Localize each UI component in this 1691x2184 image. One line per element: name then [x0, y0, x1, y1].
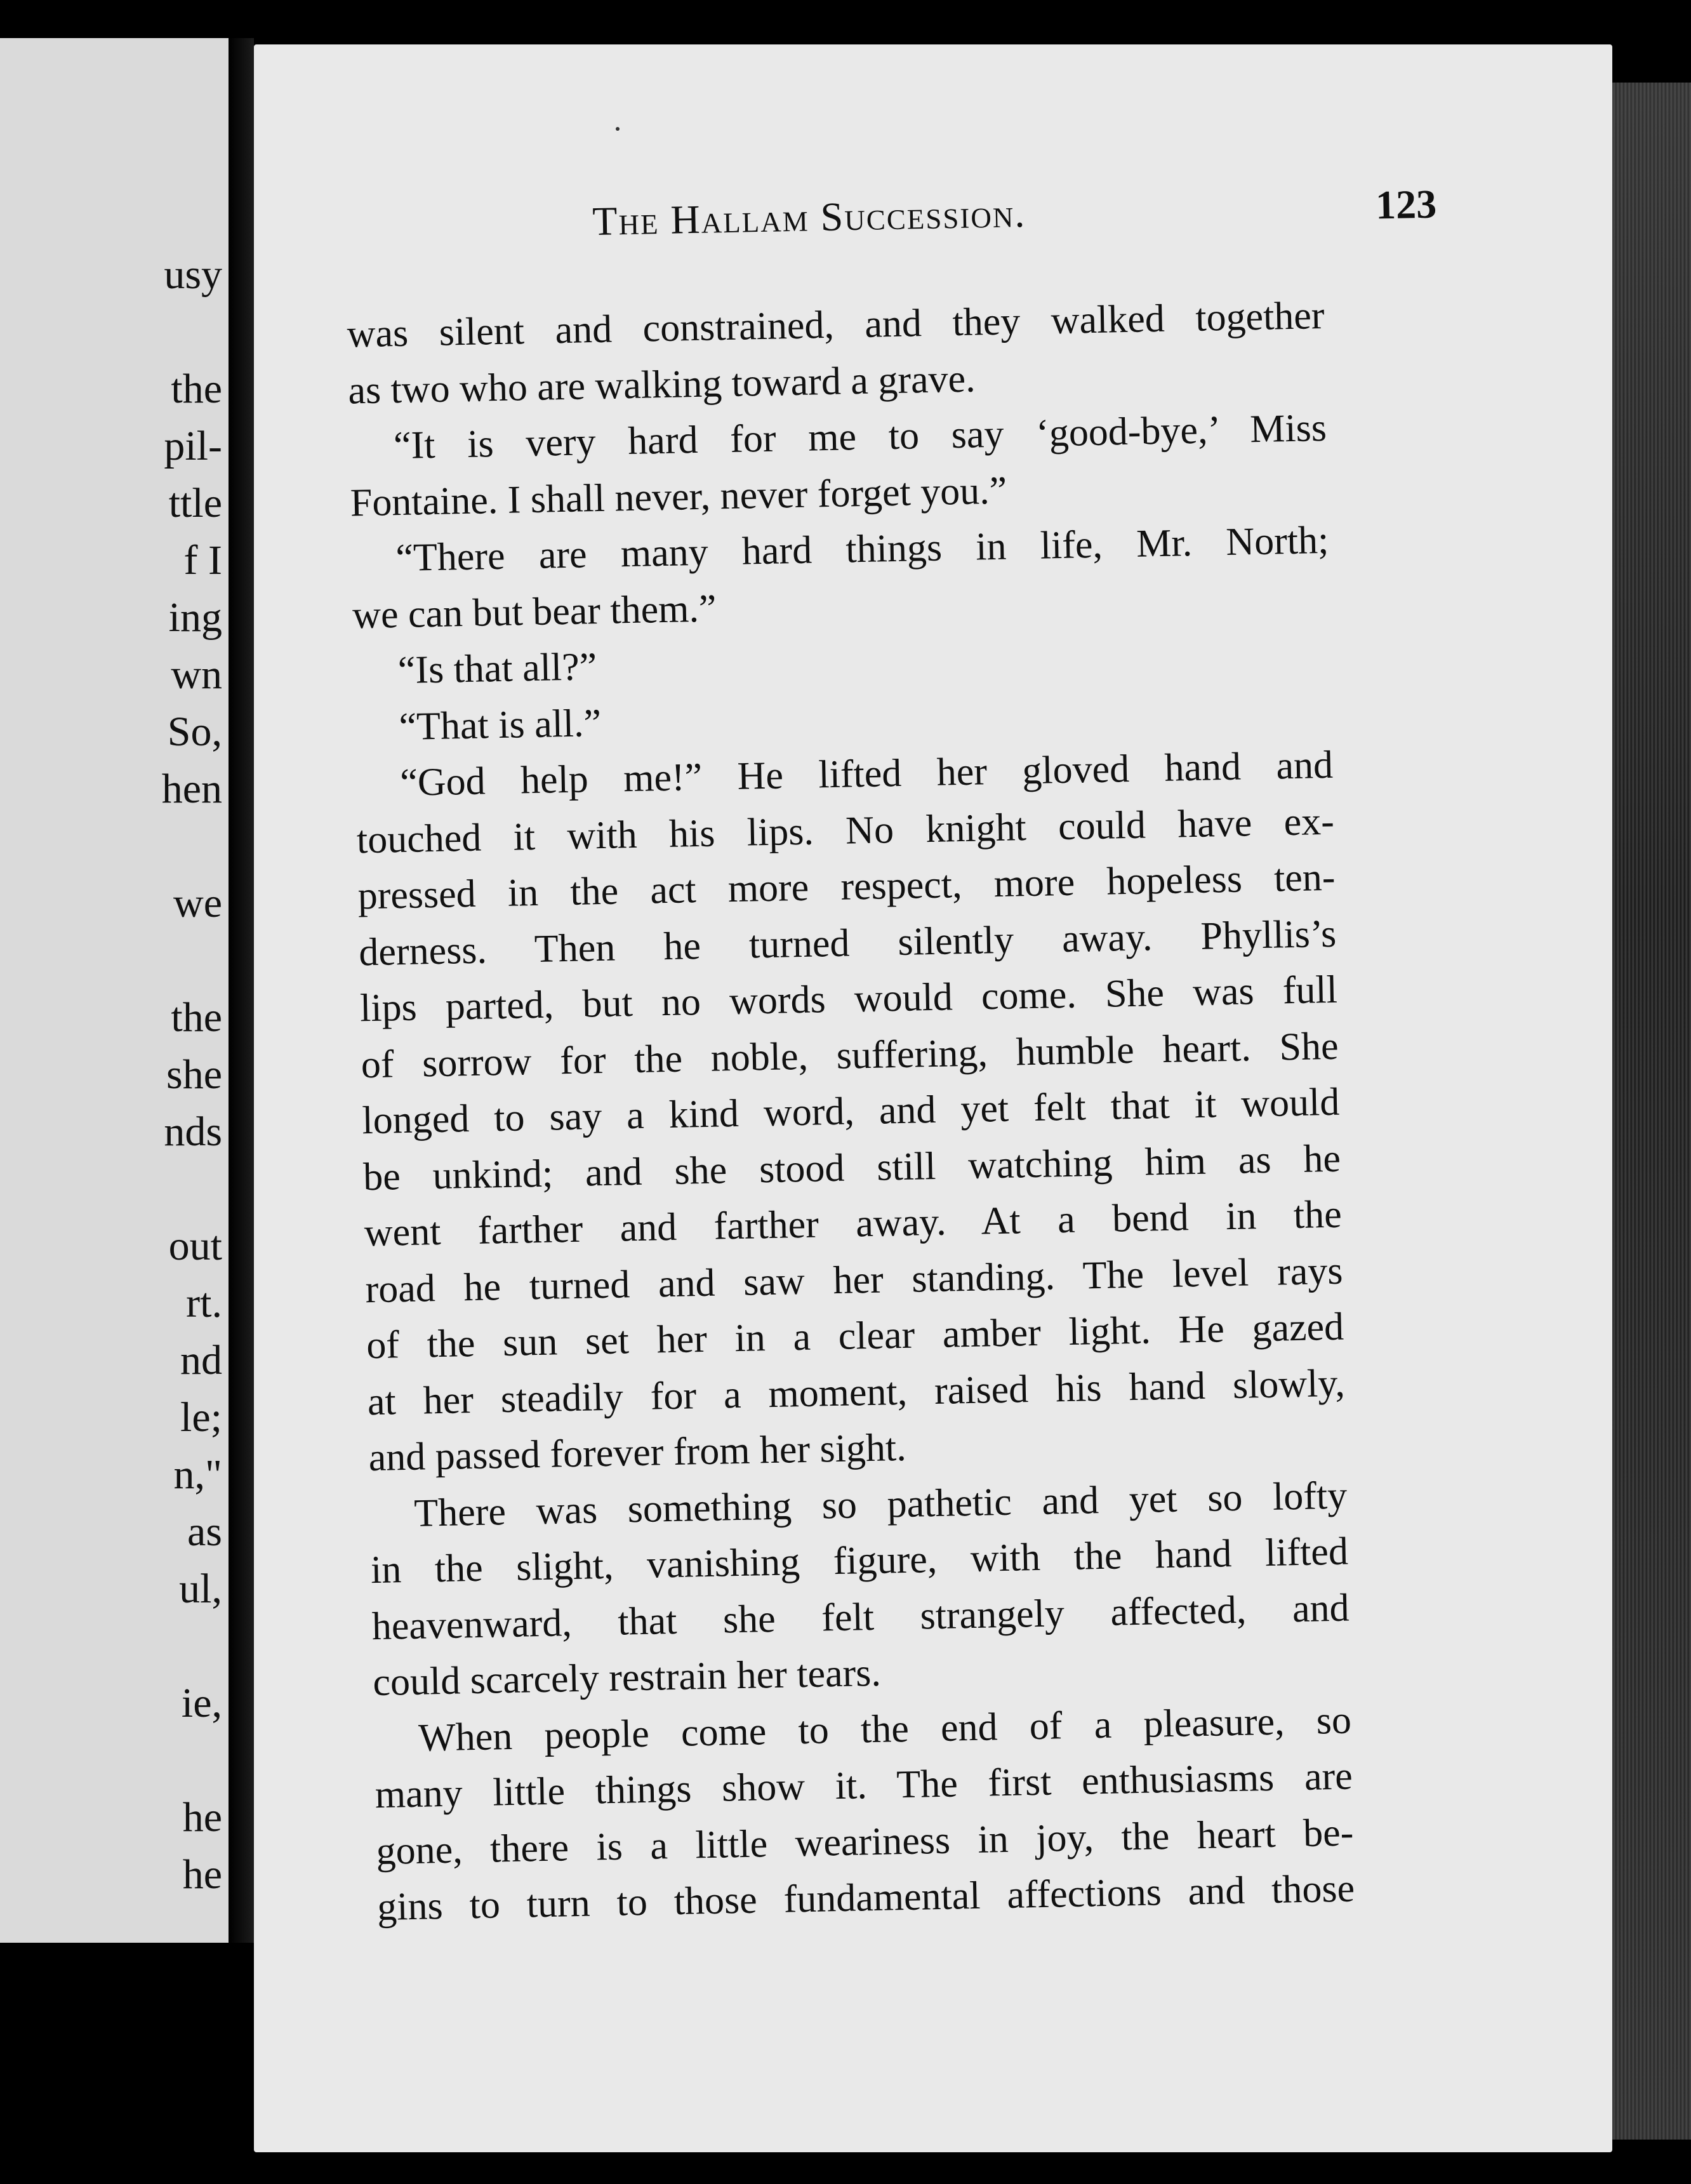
text-line: “Is that all?” [397, 645, 597, 693]
previous-page-text-fragment: ie, [181, 1680, 222, 1726]
text-line: There was something so pathetic and yet so lofty [413, 1474, 1348, 1535]
previous-page-text-fragment: ing [168, 594, 222, 641]
text-line: pressed in the act more respect, more hopeless ten- [357, 855, 1336, 918]
text-line: “It is very hard for me to say ‘good-bye,’ Miss [393, 406, 1327, 468]
previous-page-text-fragment: she [166, 1051, 222, 1098]
book-page [254, 44, 1612, 2152]
text-line: could scarcely restrain her tears. [372, 1651, 882, 1705]
text-line: was silent and constrained, and they walked together [347, 293, 1325, 356]
previous-page-text-fragment: n," [173, 1451, 222, 1498]
text-line: many little things show it. The first enthusiasms are [375, 1754, 1353, 1817]
previous-page-text-fragment: we [173, 880, 222, 926]
text-line: went farther and farther away. At a bend in the [364, 1192, 1343, 1255]
text-line: of the sun set her in a clear amber light. He gazed [366, 1305, 1344, 1368]
page-edge-shading [1612, 83, 1691, 2140]
previous-page-text-fragment: f I [183, 537, 222, 583]
page-number: 123 [1375, 181, 1437, 228]
text-line: at her steadily for a moment, raised his hand slowly, [367, 1361, 1346, 1423]
previous-page-text-fragment: wn [171, 651, 222, 698]
ink-speck [616, 127, 620, 131]
previous-page-text-fragment: pil- [164, 423, 222, 469]
text-line: and passed forever from her sight. [368, 1425, 907, 1480]
text-line: derness. Then he turned silently away. Phyllis’s [358, 912, 1337, 974]
text-line: longed to say a kind word, and yet felt that it would [361, 1080, 1340, 1143]
text-line: as two who are walking toward a grave. [347, 357, 976, 412]
text-line: “God help me!” He lifted her gloved hand and [399, 743, 1334, 805]
page-edge-stack [1612, 83, 1691, 2140]
text-line: road he turned and saw her standing. The level rays [364, 1249, 1343, 1311]
text-line: gins to turn to those fundamental affections and those [376, 1867, 1355, 1929]
text-line: lips parted, but no words would come. She was full [359, 968, 1338, 1030]
text-line: in the slight, vanishing figure, with the hand lifted [370, 1529, 1349, 1592]
previous-page-text-fragment: usy [164, 251, 222, 298]
text-line: be unkind; and she stood still watching him as he [362, 1136, 1341, 1199]
previous-page-text-fragment: nds [164, 1109, 222, 1155]
previous-page-text-fragment: he [182, 1851, 222, 1898]
previous-page-edge [0, 38, 232, 1943]
text-line: touched it with his lips. No knight could have ex- [356, 799, 1335, 862]
previous-page-text-fragment: rt. [186, 1280, 222, 1326]
previous-page-text-fragment: le; [180, 1394, 222, 1441]
page-text-block [234, 32, 1632, 2165]
text-line: Fontaine. I shall never, never forget you.” [350, 469, 1007, 524]
text-line: “There are many hard things in life, Mr. North; [395, 518, 1329, 580]
previous-page-text-fragment: hen [161, 766, 222, 812]
previous-page-text-fragment: ttle [168, 480, 222, 526]
text-line: When people come to the end of a pleasure, so [418, 1698, 1352, 1760]
previous-page-text-fragment: the [171, 366, 222, 412]
body-text [347, 288, 1355, 1936]
running-head: The Hallam Succession. [592, 190, 1026, 244]
previous-page-text-fragment: out [168, 1223, 222, 1269]
previous-page-text-fragment: as [187, 1508, 222, 1555]
text-line: we can but bear them.” [352, 586, 717, 637]
previous-page-text-fragment: he [182, 1794, 222, 1841]
previous-page-text-fragment: nd [180, 1337, 222, 1383]
text-line: “That is all.” [398, 701, 602, 749]
text-line: heavenward, that she felt strangely affected, and [371, 1586, 1350, 1648]
text-line: gone, there is a little weariness in joy, the heart be- [375, 1811, 1354, 1873]
previous-page-text-fragment: So, [167, 709, 222, 755]
text-line: of sorrow for the noble, suffering, humble heart. She [361, 1024, 1339, 1086]
previous-page-text-fragment: the [171, 994, 222, 1041]
previous-page-text-fragment: ul, [179, 1566, 222, 1612]
